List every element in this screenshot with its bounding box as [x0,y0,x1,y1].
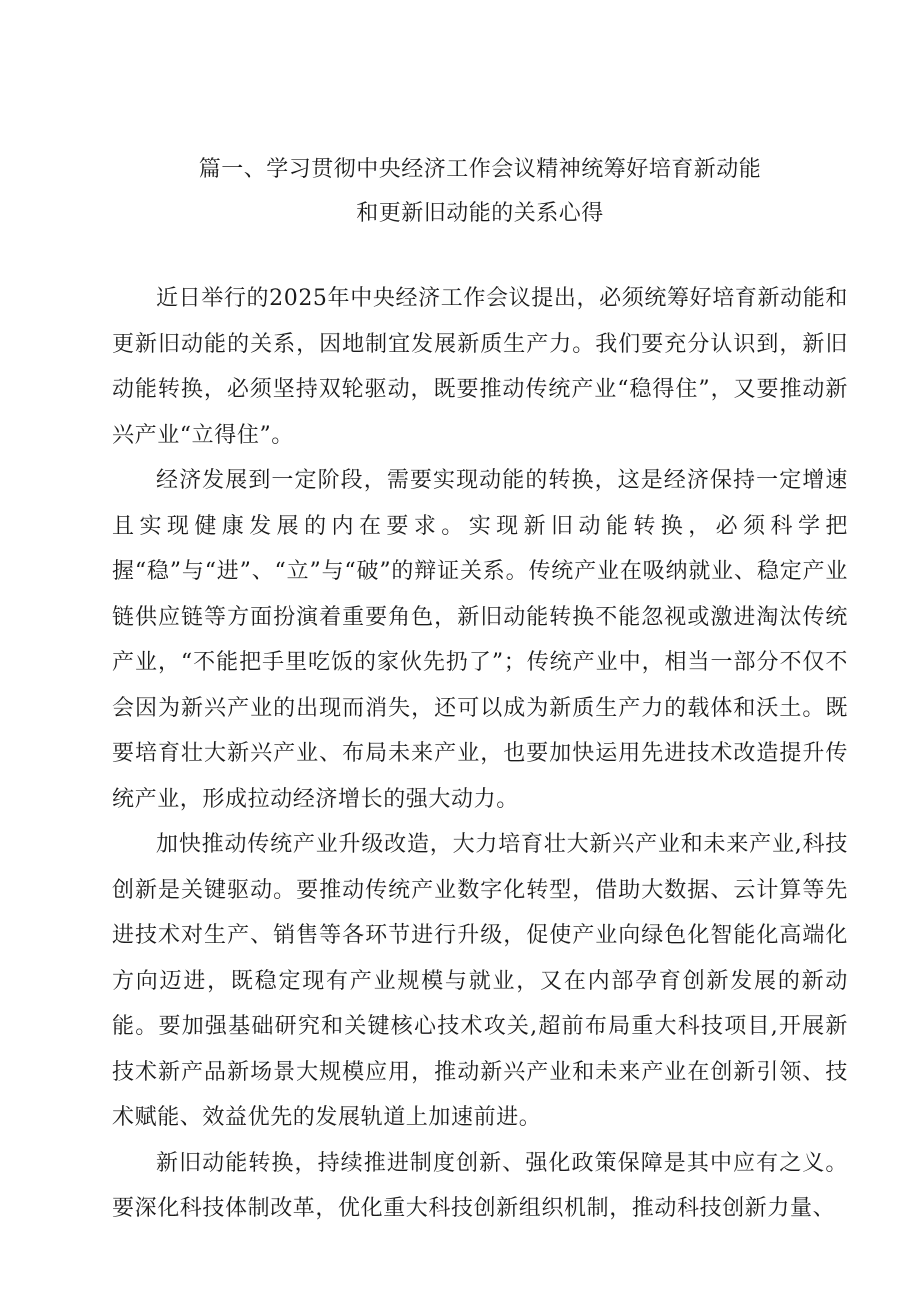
paragraph-2: 经济发展到一定阶段，需要实现动能的转换，这是经济保持一定增速且实现健康发展的内在要求。实现新旧动能转换，必须科学把握“稳”与“进”、“立”与“破”的辩证关系。传统产业在吸纳就业、稳定产业链供应链等方面扮演着重要角色，新旧动能转换不能忽视或激进淘汰传统产业，“不能把手里吃饭的家伙先扔了”；传统产业中，相当一部分不仅不会因为新兴产业的出现而消失，还可以成为新质生产力的载体和沃土。既要培育壮大新兴产业、布局未来产业，也要加快运用先进技术改造提升传统产业，形成拉动经济增长的强大动力。 [112,468,848,812]
title-line-2: 和更新旧动能的关系心得 [356,201,604,226]
document-title [112,148,848,236]
paragraph-4: 新旧动能转换，持续推进制度创新、强化政策保障是其中应有之义。要深化科技体制改革，优化重大科技创新组织机制，推动科技创新力量、 [112,1150,848,1221]
title-line-1: 篇一、学习贯彻中央经济工作会议精神统筹好培育新动能 [198,157,762,182]
paragraph-1: 近日举行的2025年中央经济工作会议提出，必须统筹好培育新动能和更新旧动能的关系，因地制宜发展新质生产力。我们要充分认识到，新旧动能转换，必须坚持双轮驱动，既要推动传统产业“稳得住”，又要推动新兴产业“立得住”。 [112,286,848,448]
paragraph-3: 加快推动传统产业升级改造，大力培育壮大新兴产业和未来产业,科技创新是关键驱动。要推动传统产业数字化转型，借助大数据、云计算等先进技术对生产、销售等各环节进行升级，促使产业向绿色化智能化高端化方向迈进，既稳定现有产业规模与就业，又在内部孕育创新发展的新动能。要加强基础研究和关键核心技术攻关,超前布局重大科技项目,开展新技术新产品新场景大规模应用，推动新兴产业和未来产业在创新引领、技术赋能、效益优先的发展轨道上加速前进。 [112,832,848,1130]
